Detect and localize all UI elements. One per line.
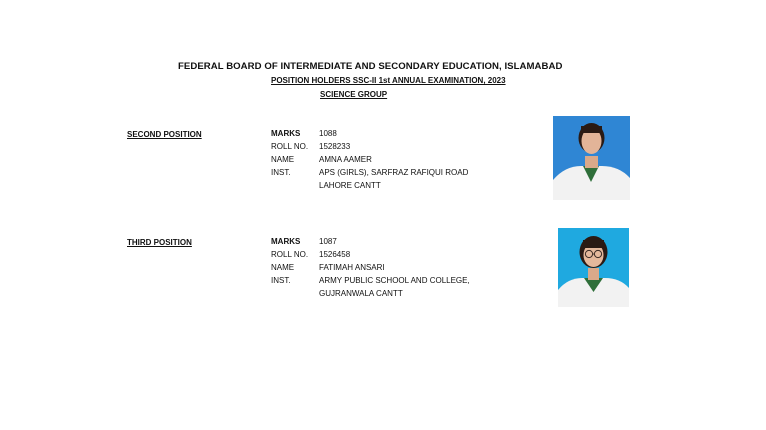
marks-row: [271, 127, 468, 140]
marks-row: [271, 235, 470, 248]
name-row: [271, 261, 470, 274]
third-position-photo: [558, 228, 629, 307]
second-position-photo: [553, 116, 630, 200]
exam-title: POSITION HOLDERS SSC-II 1st ANNUAL EXAMINATION, 2023: [271, 76, 506, 85]
name-value: FATIMAH ANSARI: [319, 263, 385, 272]
inst-label: INST.: [271, 168, 291, 177]
second-position-details: [271, 127, 468, 192]
marks-value: 1088: [319, 129, 337, 138]
name-label: NAME: [271, 155, 295, 164]
third-position-label: THIRD POSITION: [127, 238, 192, 247]
name-row: [271, 153, 468, 166]
marks-label: MARKS: [271, 237, 301, 246]
roll-row: [271, 140, 468, 153]
third-position-details: [271, 235, 470, 300]
roll-label: ROLL NO.: [271, 142, 309, 151]
inst-value-line2: LAHORE CANTT: [319, 181, 381, 190]
board-title: FEDERAL BOARD OF INTERMEDIATE AND SECONDARY EDUCATION, ISLAMABAD: [178, 61, 563, 72]
roll-label: ROLL NO.: [271, 250, 309, 259]
inst-label: INST.: [271, 276, 291, 285]
inst-value-line1: APS (GIRLS), SARFRAZ RAFIQUI ROAD: [319, 168, 469, 177]
marks-label: MARKS: [271, 129, 301, 138]
inst-row: [271, 274, 470, 287]
second-position-label: SECOND POSITION: [127, 130, 202, 139]
name-value: AMNA AAMER: [319, 155, 372, 164]
roll-value: 1526458: [319, 250, 351, 259]
name-label: NAME: [271, 263, 295, 272]
inst-row: [271, 166, 468, 179]
roll-value: 1528233: [319, 142, 351, 151]
marks-value: 1087: [319, 237, 337, 246]
inst-value-line1: ARMY PUBLIC SCHOOL AND COLLEGE,: [319, 276, 470, 285]
group-title: SCIENCE GROUP: [320, 90, 388, 99]
roll-row: [271, 248, 470, 261]
inst-value-line2: GUJRANWALA CANTT: [319, 289, 403, 298]
